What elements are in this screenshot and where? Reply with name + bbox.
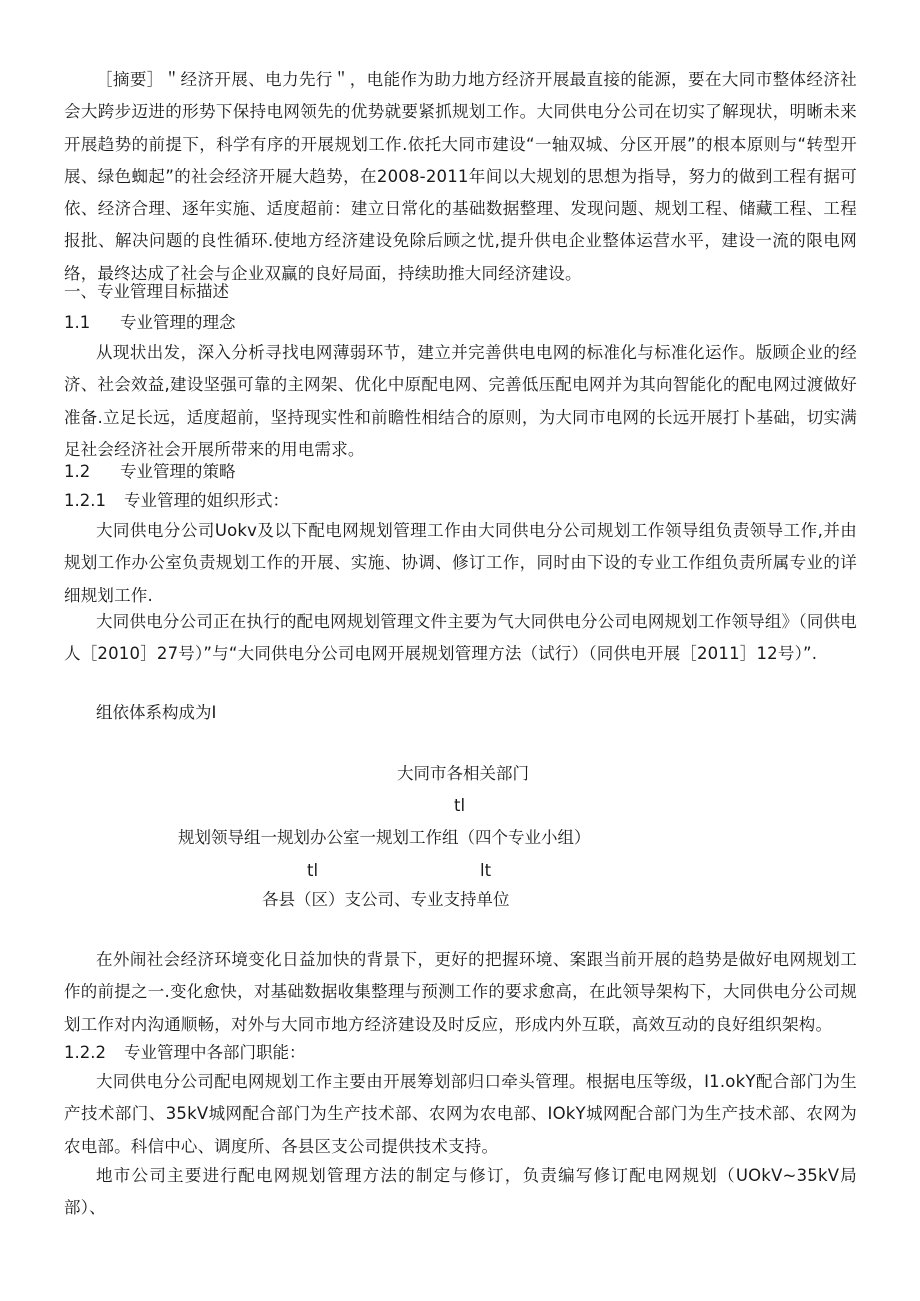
paragraph-1-1: 从现状出发，深入分析寻找电网薄弱环节，建立并完善供电电网的标准化与标准化运作。版顾企业的经济、社会效益,建设坚强可靠的主网架、优化中原配电网、完善低压配电网并为其向智能化的配电网过渡做好准备.立足长远，适度超前，坚持现实性和前瞻性相结合的原则，为大同市电网的长远开展打卜基础，切实满足社会经济社会开展所带来的用电需求。 — [64, 343, 857, 459]
org-bottom-node: 各县（区）支公司、专业支持单位 — [262, 890, 510, 909]
abstract-paragraph: ［摘要］＂经济开展、电力先行＂，电能作为助力地方经济开展最直接的能源，要在大同市整体经济社会大跨步迈进的形势下保持电网领先的优势就要紧抓规划工作。大同供电分公司在切实了解现状，明晰未来开展趋势的前提下，科学有序的开展规划工作.依托大同市建设“一轴双城、分区开展”的根本原则与“转型开展、绿色蜘起”的社会经济开屣大趋势，在2008-2011年间以大规划的思想为指导，努力的做到工程有据可依、经济合理、逐年实施、适度超前：建立日常化的基础数据整理、发现问题、规划工程、储藏工程、工程报批、解决问题的良性循环.使地方经济建设免除后顾之忧,提升供电企业整体运营水平，建设一流的限电网络，最终达成了社会与企业双赢的良好局面，持续助推大同经济建设。 — [64, 70, 857, 283]
heading-title: 专业管理的理念 — [120, 313, 236, 332]
org-arrow-up-1: tl — [454, 796, 466, 815]
org-arrow-up-3: lt — [480, 861, 492, 880]
org-top-node: 大同市各相关部门 — [397, 764, 529, 783]
heading-title: 专业管理的策略 — [120, 462, 236, 481]
paragraph-1-2-2-b: 地市公司主要进行配电网规划管理方法的制定与修订，负责编写修订配电网规划（UOkV~35kV局部）、 — [64, 1166, 857, 1218]
paragraph-1-2-1-b: 大同供电分公司正在执行的配电网规划管理文件主要为气大同供电分公司电网规划工作领导组》（同供电人［2010］27号）”与“大同供电分公司电网开展规划管理方法（试行）（同供电开展［2011］12号）”. — [64, 612, 857, 664]
section-heading-1: 一、专业管理目标描述 — [64, 282, 229, 301]
heading-title: 专业管理中各部门职能： — [124, 1043, 306, 1062]
paragraph-1-2-1-a: 大同供电分公司Uokv及以下配电网规划管理工作由大同供电分公司规划工作领导组负责领导工作,并由规划工作办公室负责规划工作的开展、实施、协调、修订工作，同时由下设的专业工作组负责所属专业的详细规划工作. — [64, 521, 857, 605]
subsection-heading-1-2 — [64, 459, 236, 485]
subsection-heading-1-2-1 — [64, 488, 289, 514]
heading-title: 专业管理的姐织形式： — [124, 491, 289, 510]
heading-number: 1.2 — [64, 462, 91, 481]
subsection-heading-1-1 — [64, 310, 236, 336]
org-intro: 组依体系构成为I — [96, 703, 217, 722]
heading-number: 1.2.1 — [64, 491, 106, 510]
org-middle-node: 规划领导组一规划办公室一规划工作组（四个专业小组） — [178, 828, 591, 847]
org-arrow-up-2: tl — [307, 861, 319, 880]
paragraph-after-org: 在外闹社会经济环境变化日益加快的背景下，更好的把握环境、案跟当前开展的趋势是做好电网规划工作的前提之一.变化愈快，对基础数据收集整理与预测工作的要求愈高，在此领导架构下，大同供电分公司规划工作对内沟通顺畅，对外与大同市地方经济建设及时反应，形成内外互联，高效互动的良好组织架构。 — [64, 950, 857, 1034]
subsection-heading-1-2-2 — [64, 1040, 306, 1066]
heading-number: 1.2.2 — [64, 1043, 106, 1062]
heading-number: 1.1 — [64, 313, 91, 332]
paragraph-1-2-2-a: 大同供电分公司配电网规划工作主要由开展筹划部归口牵头管理。根据电压等级，I1.okY配合部门为生产技术部门、35kV城网配合部门为生产技术部、农网为农电部、IOkY城网配合部门为生产技术部、农网为农电部。科信中心、调度所、各县区支公司提供技术支持。 — [64, 1072, 857, 1156]
